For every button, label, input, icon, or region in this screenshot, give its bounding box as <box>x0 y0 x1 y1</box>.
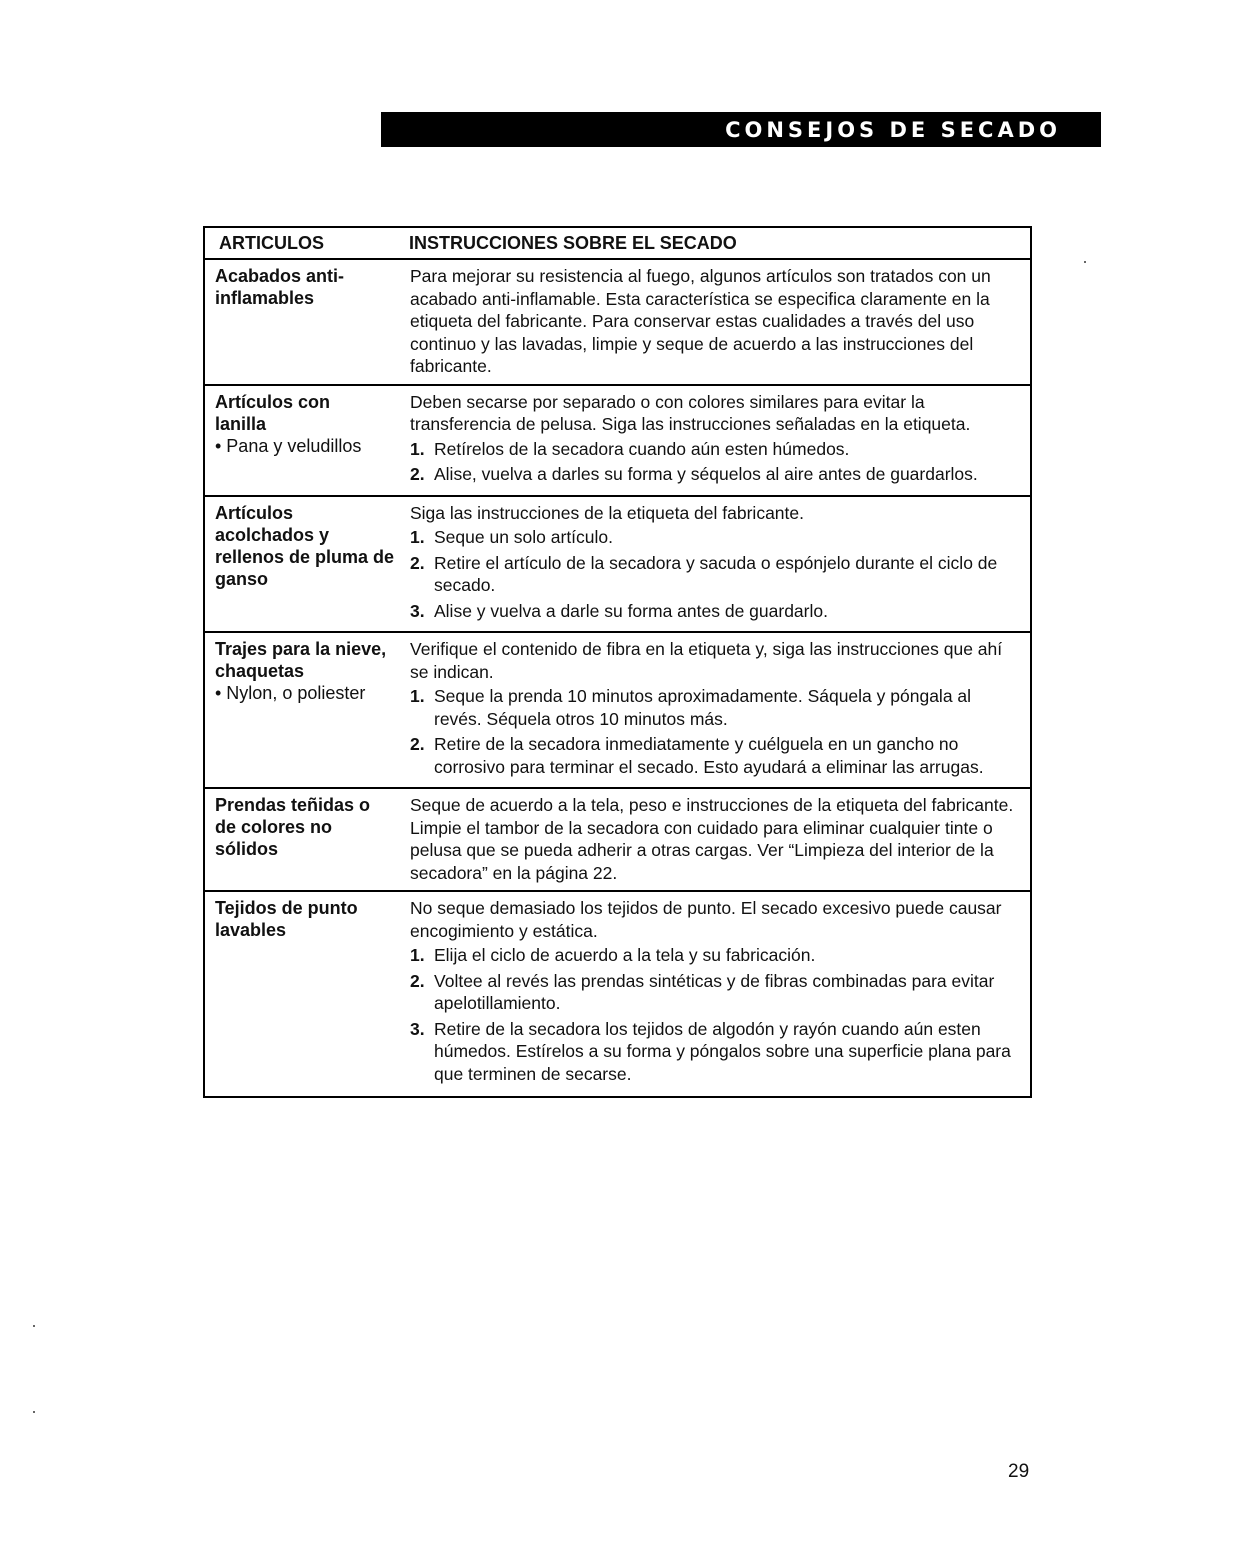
item-title: Trajes para la nieve, chaquetas <box>215 639 387 681</box>
table-row <box>205 260 1030 386</box>
table-header <box>205 228 1030 260</box>
step-text: Alise y vuelva a darle su forma antes de guardarlo. <box>434 600 828 621</box>
step-item <box>410 600 1016 623</box>
header-instrucciones: INSTRUCCIONES SOBRE EL SECADO <box>409 232 737 253</box>
item-title: Tejidos de punto lavables <box>215 898 358 940</box>
instructions-cell <box>410 794 1030 884</box>
step-text: Seque un solo artículo. <box>434 527 614 547</box>
banner-title: CONSEJOS DE SECADO <box>725 117 1061 142</box>
item-bullet: • Nylon, o poliester <box>215 683 366 703</box>
item-title: Prendas teñidas o de colores no sólidos <box>215 795 371 859</box>
step-number: 1. <box>410 686 425 706</box>
step-text: Retire el artículo de la secadora y sacuda o espónjelo durante el ciclo de secado. <box>434 552 998 595</box>
table-row <box>205 386 1030 497</box>
scan-speck <box>33 1325 35 1327</box>
step-text: Voltee al revés las prendas sintéticas y de fibras combinadas para evitar apelotillamiento. <box>434 970 995 1013</box>
step-text: Alise, vuelva a darles su forma y séquelos al aire antes de guardarlos. <box>434 464 978 484</box>
step-text: Seque la prenda 10 minutos aproximadamente. Sáquela y póngala al revés. Séquela otros 10 minutos más. <box>434 686 972 729</box>
instructions-intro: No seque demasiado los tejidos de punto. El secado excesivo puede causar encogimiento y estática. <box>410 898 1002 941</box>
steps-list <box>410 944 1016 1085</box>
item-cell <box>205 794 410 884</box>
item-cell <box>205 502 410 626</box>
item-title: Artículos con lanilla <box>215 391 331 434</box>
instructions-cell <box>410 391 1030 489</box>
step-number: 1. <box>410 945 425 965</box>
step-number: 2. <box>410 464 425 484</box>
instructions-cell <box>410 897 1030 1088</box>
item-title: Acabados anti- inflamables <box>215 266 345 308</box>
step-number: 2. <box>410 734 425 754</box>
step-number: 3. <box>410 600 425 621</box>
steps-list <box>410 685 1016 778</box>
step-number: 2. <box>410 552 425 573</box>
table-row <box>205 892 1030 1096</box>
steps-list <box>410 526 1016 622</box>
step-text: Retire de la secadora inmediatamente y cuélguela en un gancho no corrosivo para terminar el secado. Esto ayudará a eliminar las arrugas. <box>434 734 984 777</box>
scan-speck <box>33 1411 35 1413</box>
step-item <box>410 1018 1016 1086</box>
item-bullet: • Pana y veludillos <box>215 435 362 456</box>
instructions-intro: Seque de acuerdo a la tela, peso e instrucciones de la etiqueta del fabricante. Limpie el tambor de la secadora con cuidado para eliminar cualquier tinte o pelusa que se pueda adherir a otras cargas. Ver “Limpieza del interior de la secadora” en la página 22. <box>410 795 1014 883</box>
item-cell <box>205 391 410 489</box>
item-cell <box>205 265 410 378</box>
step-text: Retírelos de la secadora cuando aún esten húmedos. <box>434 438 850 459</box>
instructions-cell <box>410 638 1030 781</box>
step-item <box>410 438 1016 461</box>
instructions-intro: Siga las instrucciones de la etiqueta del fabricante. <box>410 502 804 523</box>
step-item <box>410 552 1016 597</box>
page-number: 29 <box>1008 1461 1030 1482</box>
table-row <box>205 789 1030 892</box>
step-item <box>410 944 1016 967</box>
step-item <box>410 970 1016 1015</box>
step-item <box>410 733 1016 778</box>
instructions-intro: Verifique el contenido de fibra en la etiqueta y, siga las instrucciones que ahí se indican. <box>410 639 1003 682</box>
step-item <box>410 526 1016 549</box>
step-text: Elija el ciclo de acuerdo a la tela y su fabricación. <box>434 945 816 965</box>
item-cell <box>205 638 410 781</box>
table-row <box>205 497 1030 634</box>
steps-list <box>410 438 1016 486</box>
step-number: 3. <box>410 1018 425 1039</box>
table-row <box>205 633 1030 789</box>
instructions-cell <box>410 502 1030 626</box>
instructions-intro: Deben secarse por separado o con colores similares para evitar la transferencia de pelusa. Siga las instrucciones señaladas en la etiqueta. <box>410 391 971 434</box>
item-title: Artículos acolchados y rellenos de pluma de ganso <box>215 502 395 589</box>
step-number: 1. <box>410 527 425 547</box>
step-number: 2. <box>410 970 425 991</box>
scan-speck <box>1084 261 1086 263</box>
step-number: 1. <box>410 438 425 459</box>
header-articulos: ARTICULOS <box>219 232 324 253</box>
step-item <box>410 685 1016 730</box>
item-cell <box>205 897 410 1088</box>
drying-tips-table <box>203 226 1032 1098</box>
instructions-cell <box>410 265 1030 378</box>
step-text: Retire de la secadora los tejidos de algodón y rayón cuando aún esten húmedos. Estírelos a su forma y póngalos sobre una superficie plana para que terminen de secarse. <box>434 1018 1011 1084</box>
section-banner <box>381 112 1101 147</box>
instructions-intro: Para mejorar su resistencia al fuego, algunos artículos son tratados con un acabado anti-inflamable. Esta característica se especifica claramente en la etiqueta del fabricante. Para conservar estas cualidades a través del uso continuo y las lavadas, limpie y seque de acuerdo a las instrucciones del fabricante. <box>410 266 991 376</box>
step-item <box>410 463 1016 486</box>
